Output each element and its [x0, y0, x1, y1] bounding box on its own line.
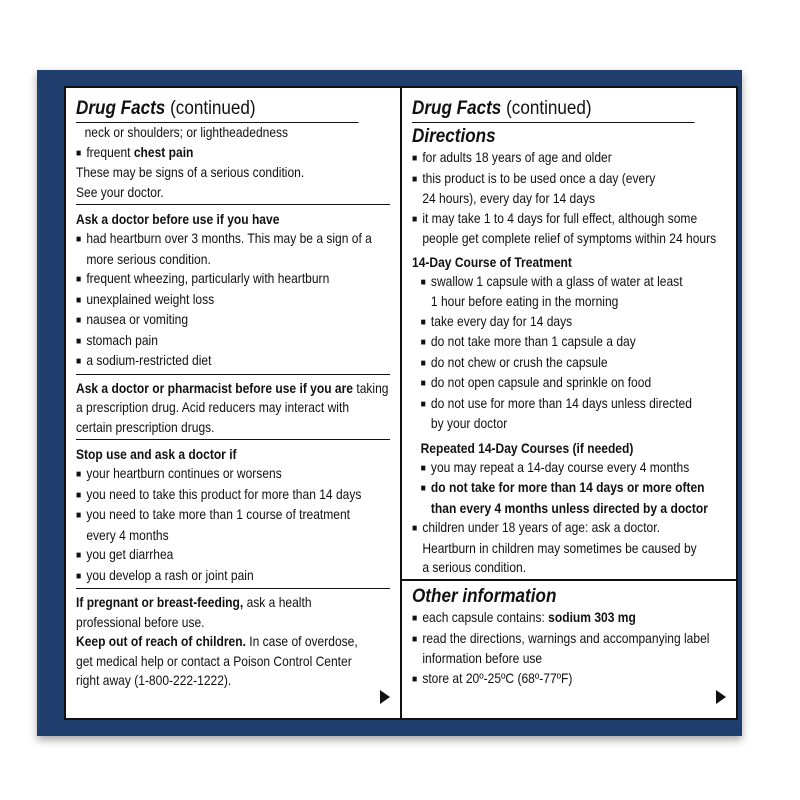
keep-out-line-1: Keep out of reach of children. In case of overdose,: [76, 633, 358, 649]
keep-out-line-3: right away (1-800-222-1222).: [76, 672, 232, 688]
repeated-title: Repeated 14-Day Courses (if needed): [420, 439, 634, 456]
repeated-item: ■ you may repeat a 14-day course every 4 months: [412, 458, 682, 479]
left-header: [76, 88, 359, 123]
course-item: ■ take every day for 14 days: [412, 312, 682, 333]
ask-doctor-item: ■ stomach pain: [76, 331, 346, 352]
directions-item: ■ for adults 18 years of age and older: [412, 148, 682, 169]
intro-line-3: These may be signs of a serious condition.: [76, 164, 305, 180]
course-item: ■ do not take more than 1 capsule a day: [412, 332, 682, 353]
stop-use-item: ■ your heartburn continues or worsens: [76, 464, 346, 485]
children-cont: a serious condition.: [422, 559, 527, 575]
directions-item: ■ this product is to be used once a day (every: [412, 169, 682, 190]
ask-doctor-item: ■ had heartburn over 3 months. This may be a sign of a: [76, 229, 346, 250]
repeated-item-cont: than every 4 months unless directed by a doctor: [430, 499, 708, 516]
other-info-title: Other information: [412, 586, 557, 607]
directions-item-cont: 24 hours), every day for 14 days: [422, 190, 595, 206]
stop-use-item-cont: every 4 months: [86, 526, 169, 543]
intro-line-1: neck or shoulders; or lightheadedness: [84, 124, 289, 140]
pregnant-line-1: If pregnant or breast-feeding, ask a health: [76, 594, 312, 610]
right-header: [412, 88, 695, 123]
intro-line-4: See your doctor.: [76, 183, 164, 200]
stop-use-item: ■ you need to take more than 1 course of treatment: [76, 505, 346, 526]
ask-pharmacist-line-2: a prescription drug. Acid reducers may interact with: [76, 399, 350, 415]
ask-doctor-item: ■ a sodium-restricted diet: [76, 351, 346, 372]
course-item-cont: by your doctor: [430, 415, 508, 431]
continue-arrow-icon: [380, 690, 390, 704]
right-header-title: Drug Facts: [412, 98, 502, 119]
right-header-continued: (continued): [501, 98, 592, 119]
pregnant-line-2: professional before use.: [76, 613, 205, 630]
keep-out-line-2: get medical help or contact a Poison Control Center: [76, 652, 352, 669]
course-item: ■ do not use for more than 14 days unless directed: [412, 394, 682, 415]
course-item: ■ swallow 1 capsule with a glass of water at least: [412, 272, 682, 293]
course-item-cont: 1 hour before eating in the morning: [430, 293, 619, 309]
ask-doctor-item-cont: more serious condition.: [86, 250, 211, 267]
directions-item: ■ it may take 1 to 4 days for full effect, although some: [412, 209, 682, 230]
ask-doctor-item: ■ frequent wheezing, particularly with heartburn: [76, 269, 346, 290]
other-info-divider: [402, 579, 736, 581]
directions-title: Directions: [412, 126, 496, 147]
ask-doctor-item: ■ nausea or vomiting: [76, 310, 346, 331]
ask-pharmacist-line-1: Ask a doctor or pharmacist before use if you are taking: [76, 379, 389, 396]
intro-bullet-chest-pain: ■ frequent chest pain: [76, 143, 346, 164]
stop-use-item: ■ you need to take this product for more than 14 days: [76, 485, 346, 506]
directions-item-cont: people get complete relief of symptoms within 24 hours: [422, 230, 717, 246]
ask-doctor-title: Ask a doctor before use if you have: [76, 211, 280, 227]
other-info-item: ■ store at 20º-25ºC (68º-77ºF): [412, 669, 682, 690]
left-header-title: Drug Facts: [76, 98, 166, 119]
other-info-item: ■ each capsule contains: sodium 303 mg: [412, 608, 682, 629]
ask-doctor-item: ■ unexplained weight loss: [76, 290, 346, 311]
other-info-item-cont: information before use: [422, 650, 543, 666]
drug-facts-right-panel: [400, 86, 738, 720]
course-item: ■ do not chew or crush the capsule: [412, 353, 682, 374]
other-info-item: ■ read the directions, warnings and accompanying label: [412, 629, 682, 650]
left-header-continued: (continued): [165, 98, 256, 119]
stop-use-title: Stop use and ask a doctor if: [76, 446, 237, 462]
children-cont: Heartburn in children may sometimes be caused by: [422, 539, 697, 556]
repeated-item: ■ do not take for more than 14 days or more often: [412, 478, 682, 499]
stop-use-item: ■ you develop a rash or joint pain: [76, 566, 346, 587]
drug-facts-left-panel: [64, 86, 402, 720]
stop-use-item: ■ you get diarrhea: [76, 545, 346, 566]
children-item: ■ children under 18 years of age: ask a doctor.: [412, 518, 682, 539]
course-item: ■ do not open capsule and sprinkle on food: [412, 373, 682, 394]
continue-arrow-icon: [716, 690, 726, 704]
ask-pharmacist-line-3: certain prescription drugs.: [76, 418, 215, 435]
course-title: 14-Day Course of Treatment: [412, 253, 572, 270]
